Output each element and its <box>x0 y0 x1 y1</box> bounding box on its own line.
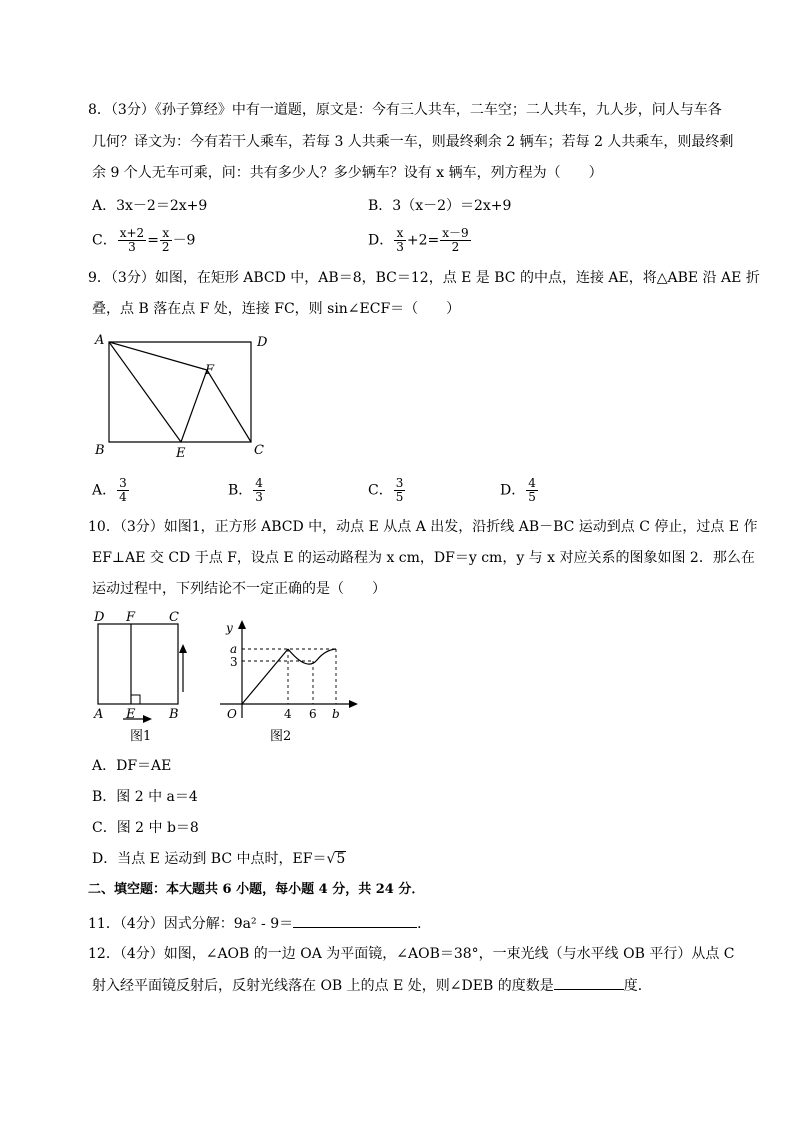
right-angle-mark <box>131 695 140 704</box>
option-letter: A． <box>92 482 117 499</box>
section-heading-fill-in: 二、填空题：本大题共 6 小题，每小题 4 分，共 24 分． <box>88 882 425 897</box>
denominator: 3 <box>396 240 404 254</box>
figure1-caption: 图1 <box>130 729 152 744</box>
label-d: D <box>94 610 105 625</box>
label-b: B <box>169 707 179 722</box>
label-a: A <box>94 707 104 722</box>
q10-line3: 运动过程中，下列结论不一定正确的是（ ） <box>92 581 386 597</box>
segment-ef <box>181 370 207 442</box>
label-b: B <box>95 443 105 458</box>
q8-option-a[interactable]: A．3x－2＝2x+9 <box>92 198 208 214</box>
label-d: D <box>257 335 268 350</box>
fraction <box>440 227 470 254</box>
label-f: F <box>126 610 136 625</box>
numerator: 4 <box>528 476 536 490</box>
q9-line1: 9．（3分）如图，在矩形 ABCD 中，AB＝8，BC＝12，点 E 是 BC 的中点，连接 AE，将△ABE 沿 AE 折 <box>88 270 760 286</box>
q10-figure1-square <box>88 606 198 748</box>
label-origin: O <box>227 707 237 721</box>
q10-option-c[interactable]: C．图 2 中 b＝8 <box>92 820 199 836</box>
q10-line2: EF⊥AE 交 CD 于点 F，设点 E 的运动路程为 x cm，DF＝y cm，y 与 x 对应关系的图象如图 2．那么在 <box>92 550 755 566</box>
fraction <box>253 477 265 504</box>
segment-ae <box>109 342 181 442</box>
option-tail: －9 <box>172 232 196 249</box>
option-letter: C． <box>92 232 117 249</box>
option-letter: D． <box>368 232 394 249</box>
q12-answer-blank[interactable] <box>554 975 624 990</box>
numerator: 3 <box>119 476 127 490</box>
option-letter: D． <box>500 482 526 499</box>
fraction <box>160 227 172 254</box>
option-mid: +2= <box>406 232 440 249</box>
option-letter: C． <box>368 482 393 499</box>
q12-end: 度． <box>623 978 652 994</box>
numerator: 3 <box>395 476 404 490</box>
option-d-text: D．当点 E 运动到 BC 中点时，EF＝ <box>92 851 327 867</box>
numerator: x+2 <box>119 226 145 240</box>
q10-figure2-graph <box>212 614 362 748</box>
denominator: 2 <box>451 240 460 254</box>
q10-option-d[interactable] <box>92 849 346 869</box>
label-a: A <box>95 333 105 348</box>
square-abcd <box>98 624 178 704</box>
equals-sign: = <box>147 232 159 249</box>
arrow-up-head <box>179 644 187 653</box>
segment-fc <box>207 370 251 442</box>
denominator: 5 <box>528 490 536 504</box>
denominator: 4 <box>119 490 127 504</box>
segment-af <box>109 342 207 370</box>
label-e: E <box>126 707 136 722</box>
q10-option-a[interactable]: A．DF＝AE <box>92 758 172 774</box>
q9-option-a[interactable] <box>92 477 130 504</box>
q8-option-c[interactable] <box>92 227 195 254</box>
numerator: x－9 <box>442 226 469 240</box>
label-e: E <box>176 446 186 461</box>
q11-end: ． <box>417 916 432 932</box>
fraction <box>394 477 406 504</box>
q10-line1: 10．（3分）如图1，正方形 ABCD 中，动点 E 从点 A 出发，沿折线 AB－BC 运动到点 C 停止，过点 E 作 <box>88 519 758 535</box>
numerator: x <box>160 227 172 241</box>
numerator: x <box>394 227 406 241</box>
q9-option-d[interactable] <box>500 477 539 504</box>
numerator: 4 <box>255 476 263 490</box>
graph-line-segment <box>242 649 288 704</box>
q9-option-b[interactable] <box>228 477 266 504</box>
label-b: b <box>332 707 340 721</box>
denominator: 5 <box>395 490 404 504</box>
denominator: 3 <box>128 240 136 254</box>
label-4: 4 <box>284 707 292 721</box>
denominator: 2 <box>161 240 170 254</box>
q8-option-b[interactable]: B．3（x－2）＝2x+9 <box>368 198 512 214</box>
rectangle-abcd <box>109 342 251 442</box>
q11-answer-blank[interactable] <box>293 913 417 928</box>
sqrt-sign: √ <box>326 851 336 867</box>
label-a: a <box>230 642 238 656</box>
q12-text: 射入经平面镜反射后，反射光线落在 OB 上的点 E 处，则∠DEB 的度数是 <box>92 978 554 994</box>
graph-curve <box>288 649 336 664</box>
q9-rectangle-figure <box>88 330 278 462</box>
q9-line2: 叠，点 B 落在点 F 处，连接 FC，则 sin∠ECF＝（ ） <box>92 301 461 317</box>
fraction <box>118 227 146 254</box>
q8-line3: 余 9 个人无车可乘，问：共有多少人？多少辆车？设有 x 辆车，列方程为（ ） <box>92 165 603 181</box>
q11-line <box>88 913 431 934</box>
label-c: C <box>254 443 264 458</box>
q9-option-c[interactable] <box>368 477 406 504</box>
label-3: 3 <box>230 655 238 669</box>
label-c: C <box>169 610 179 625</box>
q10-option-b[interactable]: B．图 2 中 a＝4 <box>92 789 198 805</box>
arrow-right-head <box>143 715 152 723</box>
fraction <box>117 477 129 504</box>
label-f: F <box>205 363 215 378</box>
figure2-caption: 图2 <box>270 729 292 744</box>
x-axis-arrow <box>349 700 358 708</box>
label-6: 6 <box>309 707 317 721</box>
q12-line1: 12．（4分）如图，∠AOB 的一边 OA 为平面镜，∠AOB＝38°，一束光线（与水平线 OB 平行）从点 C <box>88 946 735 962</box>
option-letter: B． <box>228 482 253 499</box>
q8-line2: 几何？译文为：今有若干人乘车，若每 3 人共乘一车，则最终剩余 2 辆车；若每 2 人共乘车，则最终剩 <box>92 134 734 150</box>
denominator: 3 <box>255 490 263 504</box>
sqrt-value: 5 <box>336 851 346 867</box>
q12-line2 <box>92 975 652 996</box>
label-y: y <box>226 621 233 635</box>
q8-option-d[interactable] <box>368 227 472 254</box>
y-axis-arrow <box>238 620 246 629</box>
q8-line1: 8．（3分）《孙子算经》中有一道题，原文是：今有三人共车，二车空；二人共车，九人步，问人与车各 <box>88 102 722 118</box>
fraction <box>394 227 406 254</box>
q11-text: 11．（4分）因式分解：9a² - 9＝ <box>88 916 294 932</box>
fraction <box>526 477 538 504</box>
